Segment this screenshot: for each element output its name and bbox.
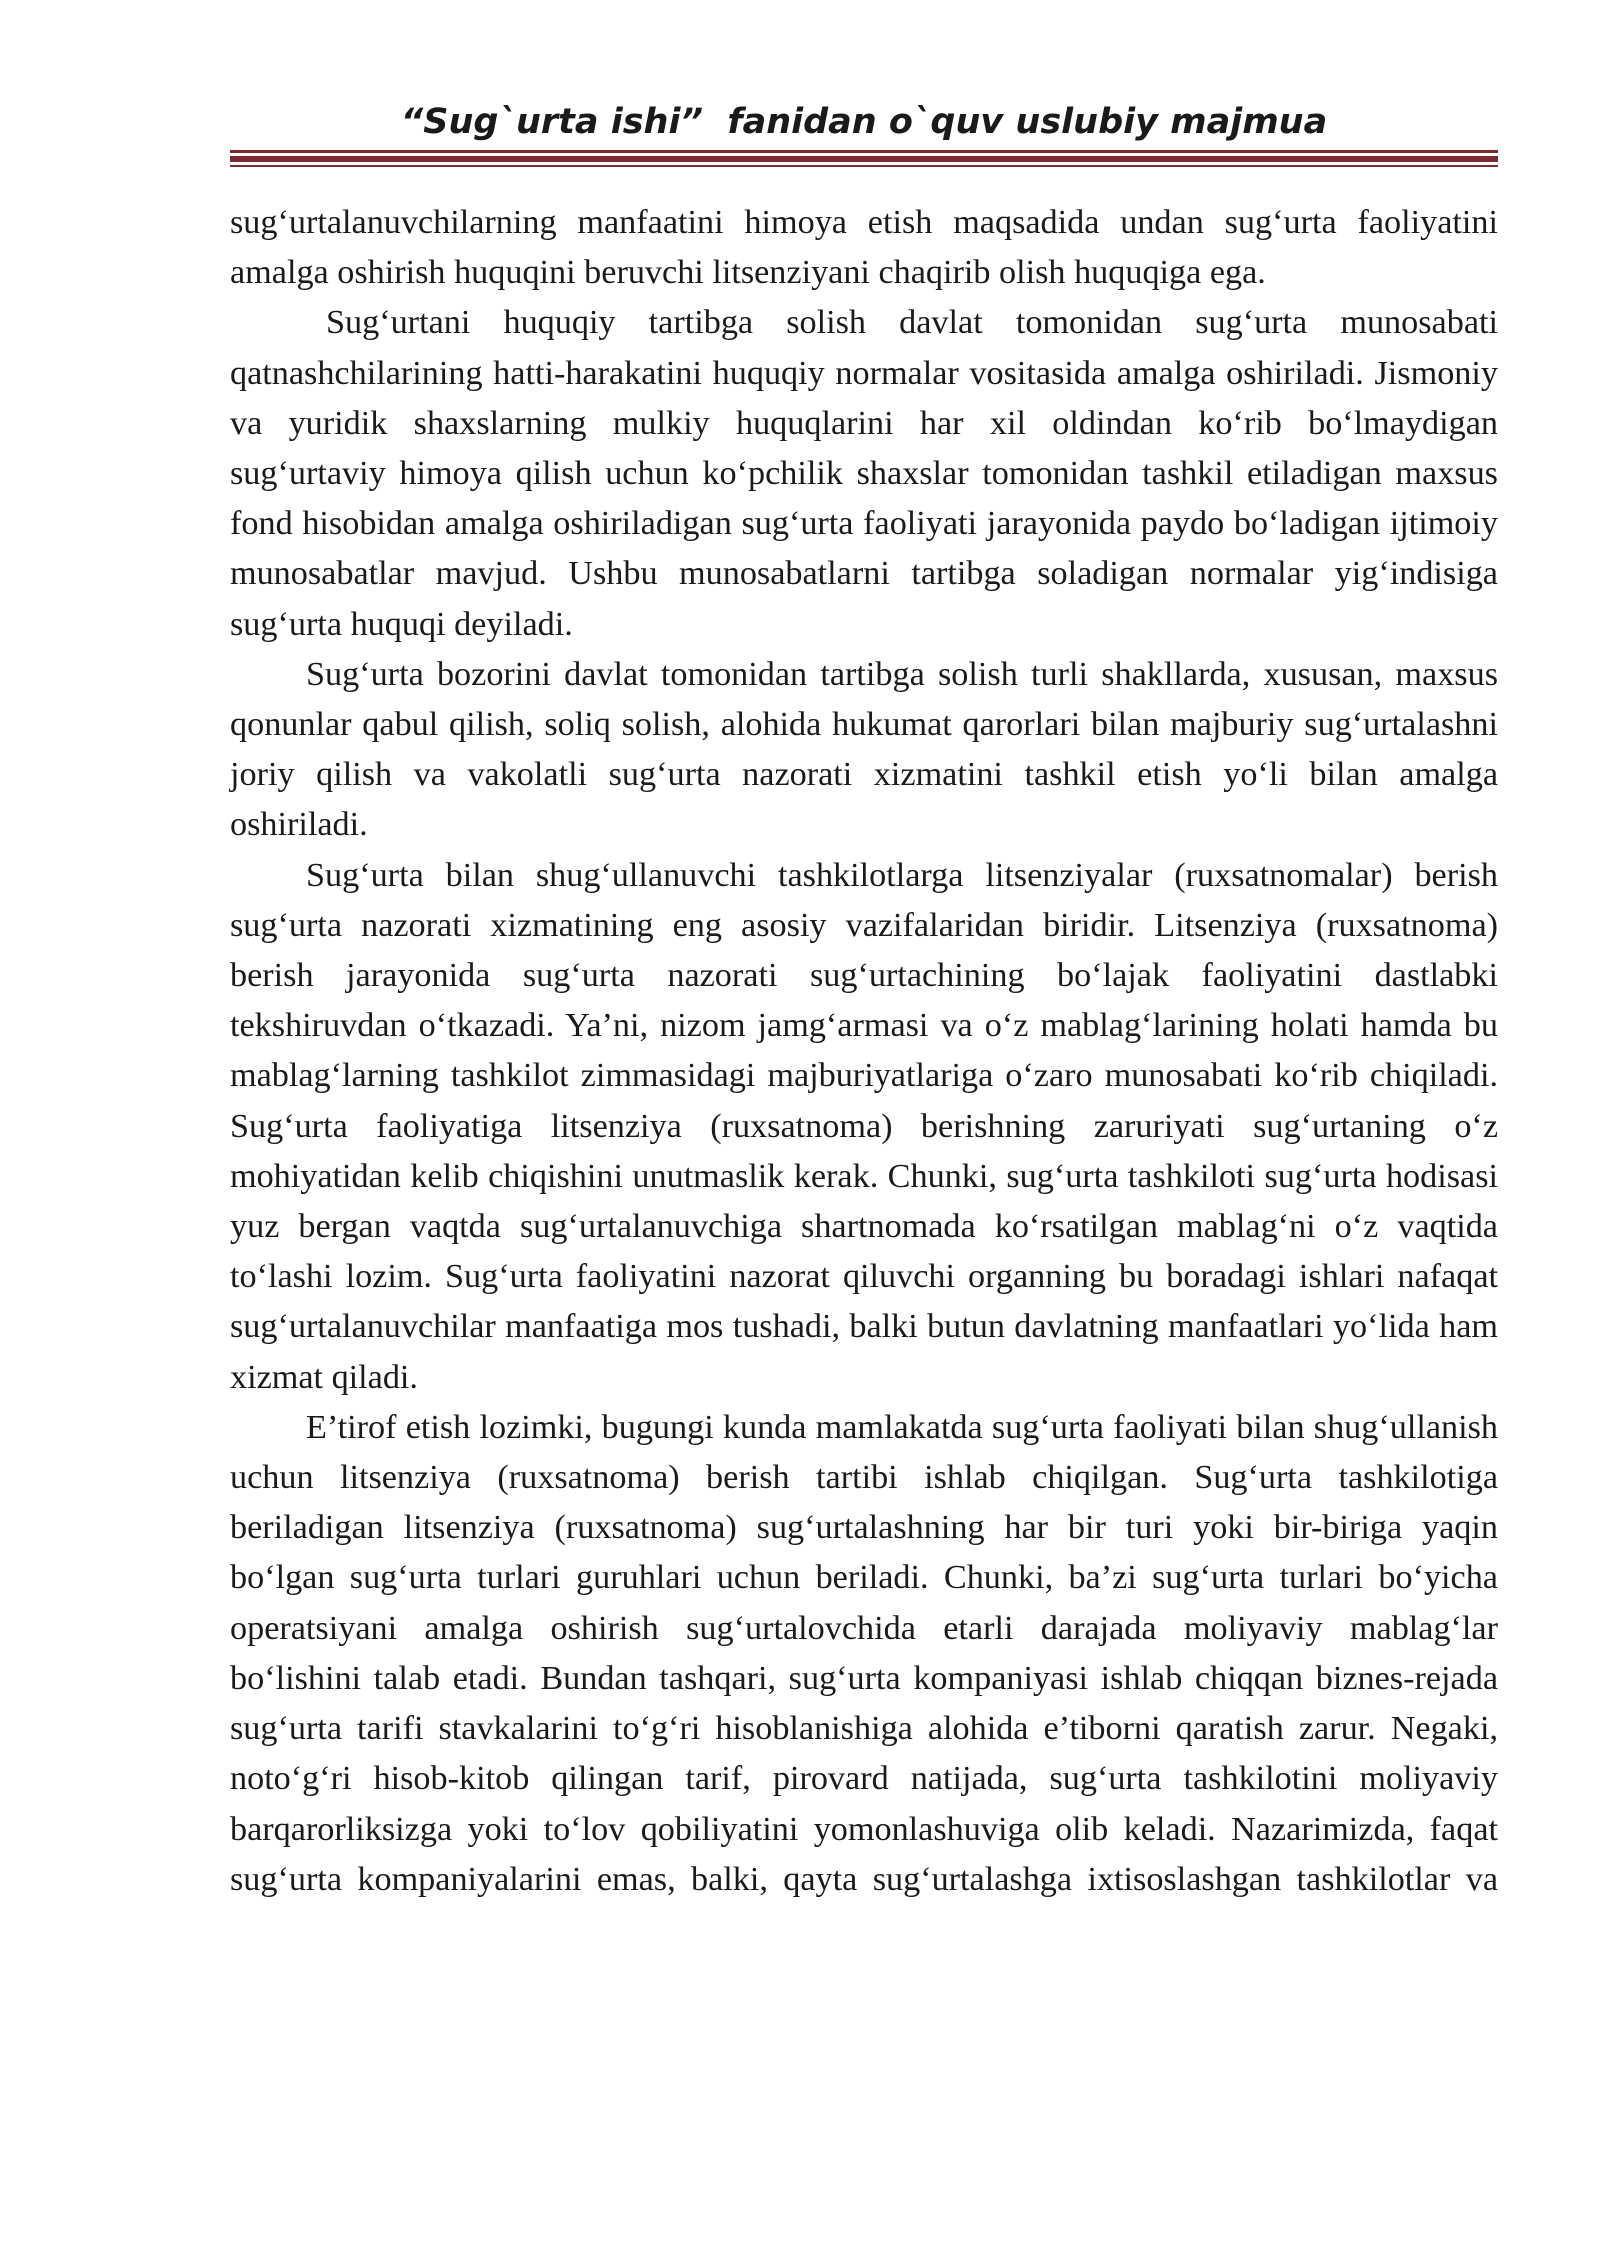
paragraph-3: Sug‘urta bozorini davlat tomonidan tartibga solish turli shakllarda, xususan, maxsus qonunlar qabul qilish, soliq solish, alohida hukumat qarorlari bilan majburiy sug‘urtalashni joriy qilish va vakolatli sug‘urta nazorati xizmatini tashkil etish yo‘li bilan amalga oshiriladi. bbox=[230, 655, 1498, 844]
paragraph-5: E’tirof etish lozimki, bugungi kunda mamlakatda sug‘urta faoliyati bilan shug‘ullanish uchun litsenziya (ruxsatnoma) berish tartibi ishlab chiqilgan. Sug‘urta tashkilotiga beriladigan litsenziya (ruxsatnoma) sug‘urtalashning har bir turi yoki bir-biriga yaqin bo‘lgan sug‘urta turlari guruhlari uchun beriladi. Chunki, ba’zi sug‘urta turlari bo‘yicha operatsiyani amalga oshirish sug‘urtalovchida etarli darajada moliyaviy mablag‘lar bo‘lishini talab etadi. Bundan tashqari, sug‘urta kompaniyasi ishlab chiqqan biznes-rejada sug‘urta tarifi stavkalarini to‘g‘ri hisoblanishiga alohida e’tiborni qaratish zarur. Negaki, noto‘g‘ri hisob-kitob qilingan tarif, pirovard natijada, sug‘urta tashkilotini moliyaviy barqarorliksizga yoki to‘lov qobiliyatini yomonlashuviga olib keladi. Nazarimizda, faqat sug‘urta kompaniyalarini emas, balki, qayta sug‘urtalashga ixtisoslashgan tashkilotlar va bbox=[230, 1408, 1498, 1898]
document-body bbox=[230, 198, 1498, 1905]
header-rule-top bbox=[230, 150, 1498, 153]
paragraph-2: Sug‘urtani huquqiy tartibga solish davlat tomonidan sug‘urta munosabati qatnashchilarining hatti-harakatini huquqiy normalar vositasida amalga oshiriladi. Jismoniy va yuridik shaxslarning mulkiy huquqlarini har xil oldindan ko‘rib bo‘lmaydigan sug‘urtaviy himoya qilish uchun ko‘pchilik shaxslar tomonidan tashkil etiladigan maxsus fond hisobidan amalga oshiriladigan sug‘urta faoliyati jarayonida paydo bo‘ladigan ijtimoiy munosabatlar mavjud. Ushbu munosabatlarni tartibga soladigan normalar yig‘indisiga sug‘urta huquqi deyiladi. bbox=[230, 304, 1498, 643]
paragraph-1: sug‘urtalanuvchilarning manfaatini himoya etish maqsadida undan sug‘urta faoliyatini amalga oshirish huquqini beruvchi litsenziyani chaqirib olish huquqiga ega. bbox=[230, 204, 1498, 292]
paragraph-4: Sug‘urta bilan shug‘ullanuvchi tashkilotlarga litsenziyalar (ruxsatnomalar) berish sug‘urta nazorati xizmatining eng asosiy vazifalaridan biridir. Litsenziya (ruxsatnoma) berish jarayonida sug‘urta nazorati sug‘urtachining bo‘lajak faoliyatini dastlabki tekshiruvdan o‘tkazadi. Ya’ni, nizom jamg‘armasi va o‘z mablag‘larining holati hamda bu mablag‘larning tashkilot zimmasidagi majburiyatlariga o‘zaro munosabati ko‘rib chiqiladi. Sug‘urta faoliyatiga litsenziya (ruxsatnoma) berishning zaruriyati sug‘urtaning o‘z mohiyatidan kelib chiqishini unutmaslik kerak. Chunki, sug‘urta tashkiloti sug‘urta hodisasi yuz bergan vaqtda sug‘urtalanuvchiga shartnomada ko‘rsatilgan mablag‘ni o‘z vaqtida to‘lashi lozim. Sug‘urta faoliyatini nazorat qiluvchi organning bu boradagi ishlari nafaqat sug‘urtalanuvchilar manfaatiga mos tushadi, balki butun davlatning manfaatlari yo‘lida ham xizmat qiladi. bbox=[230, 856, 1498, 1396]
page-header-title: “Sug`urta ishi” fanidan o`quv uslubiy majmua bbox=[400, 102, 1328, 142]
header-rule-bottom bbox=[230, 165, 1498, 167]
header-rule-middle bbox=[230, 156, 1498, 162]
